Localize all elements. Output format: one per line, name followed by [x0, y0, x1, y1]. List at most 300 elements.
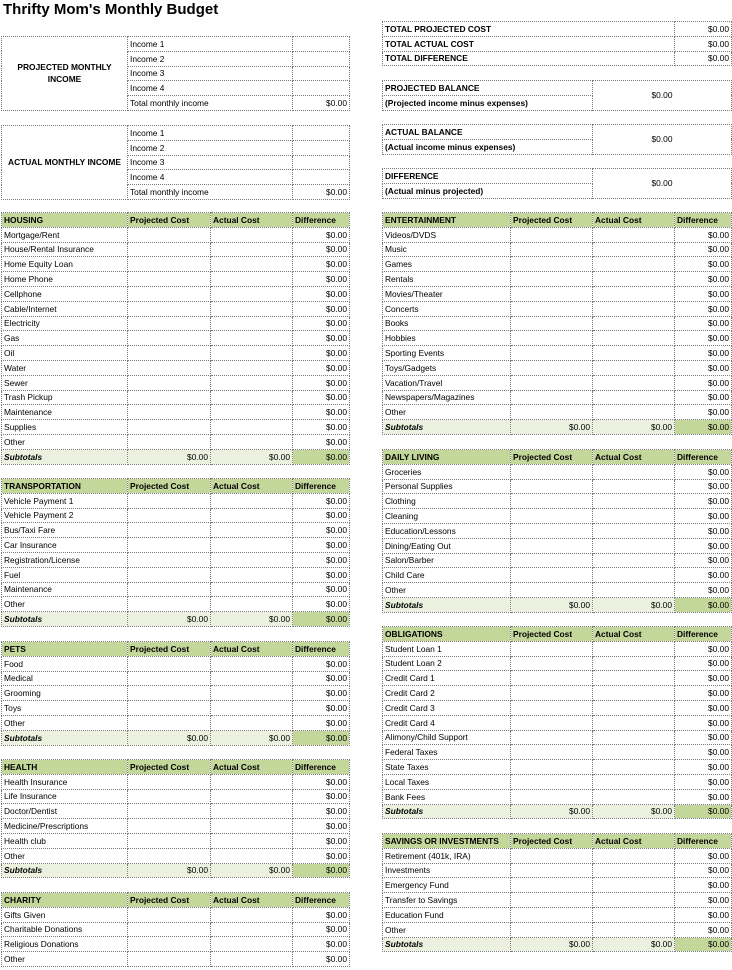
actual-cost-cell[interactable] — [211, 242, 293, 257]
actual-cost-cell[interactable] — [593, 848, 675, 863]
projected-cost-cell[interactable] — [511, 390, 593, 405]
table-row — [2, 656, 350, 671]
projected-cost-cell[interactable] — [511, 656, 593, 671]
pets-section — [1, 641, 350, 746]
projected-cost-cell[interactable] — [128, 671, 211, 686]
actual-cost-cell[interactable] — [211, 508, 293, 523]
actual-cost-cell[interactable] — [211, 922, 293, 937]
actual-cost-cell[interactable] — [211, 848, 293, 863]
table-row — [2, 434, 350, 449]
projected-cost-cell[interactable] — [511, 375, 593, 390]
projected-cost-cell[interactable] — [128, 420, 211, 435]
income-cell[interactable]: Income 2 — [128, 51, 293, 66]
projected-cost-cell[interactable] — [128, 907, 211, 922]
actual-cost-cell[interactable] — [593, 523, 675, 538]
expense-item-label: Charitable Donations — [2, 922, 128, 937]
income-cell[interactable]: Income 3 — [128, 155, 293, 170]
actual-cost-cell[interactable] — [211, 346, 293, 361]
actual-cost-cell[interactable] — [593, 405, 675, 420]
income-cell[interactable]: Income 3 — [128, 66, 293, 81]
expense-item-label: Emergency Fund — [383, 878, 511, 893]
actual-cost-cell[interactable] — [211, 434, 293, 449]
table-row — [2, 523, 350, 538]
table-row — [2, 390, 350, 405]
balance-label: DIFFERENCE — [383, 169, 593, 184]
expense-item-label: Maintenance — [2, 405, 128, 420]
income-value-cell[interactable] — [293, 140, 350, 155]
projected-cost-cell[interactable] — [128, 552, 211, 567]
difference-cell: $0.00 — [293, 833, 350, 848]
actual-cost-cell[interactable] — [211, 907, 293, 922]
actual-cost-cell[interactable] — [593, 760, 675, 775]
actual-cost-cell[interactable] — [211, 952, 293, 967]
charity-section — [1, 892, 350, 967]
actual-cost-cell[interactable] — [593, 494, 675, 509]
difference-subtotal: $0.00 — [293, 449, 350, 464]
income-cell[interactable]: Income 1 — [128, 37, 293, 52]
projected-cost-cell[interactable] — [511, 760, 593, 775]
table-row — [2, 493, 350, 508]
actual-cost-cell[interactable] — [593, 641, 675, 656]
table-row — [383, 538, 732, 553]
column-header: Difference — [293, 213, 350, 228]
subtotals-label: Subtotals — [2, 449, 128, 464]
actual-cost-cell[interactable] — [593, 227, 675, 242]
table-row — [2, 937, 350, 952]
projected-cost-cell[interactable] — [511, 494, 593, 509]
difference-cell: $0.00 — [675, 286, 732, 301]
table-row — [383, 464, 732, 479]
actual-cost-cell[interactable] — [593, 583, 675, 598]
actual-cost-cell[interactable] — [211, 567, 293, 582]
projected-cost-cell[interactable] — [128, 833, 211, 848]
table-row — [383, 375, 732, 390]
expense-item-label: Registration/License — [2, 552, 128, 567]
projected-cost-cell[interactable] — [128, 819, 211, 834]
projected-cost-cell[interactable] — [511, 242, 593, 257]
table-row — [383, 390, 732, 405]
actual-subtotal: $0.00 — [593, 804, 675, 819]
section-header-row — [383, 450, 732, 465]
subtotals-row — [383, 937, 732, 952]
actual-cost-cell[interactable] — [593, 257, 675, 272]
actual-cost-cell[interactable] — [211, 582, 293, 597]
difference-cell: $0.00 — [675, 464, 732, 479]
projected-cost-cell[interactable] — [511, 863, 593, 878]
income-cell[interactable]: Income 4 — [128, 170, 293, 185]
actual-cost-cell[interactable] — [211, 493, 293, 508]
expense-item-label: Oil — [2, 346, 128, 361]
projected-subtotal: $0.00 — [128, 612, 211, 627]
projected-cost-cell[interactable] — [128, 434, 211, 449]
column-header: Projected Cost — [511, 627, 593, 642]
actual-cost-cell[interactable] — [211, 405, 293, 420]
actual-cost-cell[interactable] — [211, 316, 293, 331]
actual-cost-cell[interactable] — [211, 804, 293, 819]
expense-item-label: Cleaning — [383, 509, 511, 524]
actual-cost-cell[interactable] — [593, 715, 675, 730]
projected-cost-cell[interactable] — [128, 508, 211, 523]
difference-cell: $0.00 — [675, 509, 732, 524]
actual-cost-cell[interactable] — [593, 553, 675, 568]
projected-cost-cell[interactable] — [128, 242, 211, 257]
projected-cost-cell[interactable] — [511, 509, 593, 524]
actual-cost-cell[interactable] — [211, 390, 293, 405]
subtotals-label: Subtotals — [383, 597, 511, 612]
projected-cost-cell[interactable] — [511, 464, 593, 479]
income-cell[interactable]: Income 4 — [128, 81, 293, 96]
projected-cost-cell[interactable] — [511, 360, 593, 375]
difference-cell: $0.00 — [293, 375, 350, 390]
actual-cost-cell[interactable] — [211, 671, 293, 686]
table-row — [2, 597, 350, 612]
expense-item-label: Sporting Events — [383, 346, 511, 361]
expense-item-label: Gifts Given — [2, 907, 128, 922]
actual-cost-cell[interactable] — [211, 701, 293, 716]
actual-cost-cell[interactable] — [593, 538, 675, 553]
projected-cost-cell[interactable] — [128, 715, 211, 730]
projected-cost-cell[interactable] — [511, 922, 593, 937]
difference-cell: $0.00 — [293, 952, 350, 967]
difference-cell: $0.00 — [293, 819, 350, 834]
projected-cost-cell[interactable] — [128, 701, 211, 716]
income-value-cell[interactable] — [293, 170, 350, 185]
actual-cost-cell[interactable] — [593, 375, 675, 390]
actual-cost-cell[interactable] — [593, 922, 675, 937]
actual-cost-cell[interactable] — [211, 420, 293, 435]
actual-cost-cell[interactable] — [593, 893, 675, 908]
difference-cell: $0.00 — [675, 494, 732, 509]
expense-item-label: Personal Supplies — [383, 479, 511, 494]
difference-cell: $0.00 — [675, 257, 732, 272]
table-row — [383, 656, 732, 671]
table-row — [2, 227, 350, 242]
expense-item-label: Student Loan 2 — [383, 656, 511, 671]
projected-cost-cell[interactable] — [128, 952, 211, 967]
actual-cost-cell[interactable] — [593, 242, 675, 257]
projected-cost-cell[interactable] — [511, 774, 593, 789]
actual-cost-cell[interactable] — [593, 789, 675, 804]
projected-cost-cell[interactable] — [511, 301, 593, 316]
actual-cost-cell[interactable] — [211, 774, 293, 789]
table-row — [2, 538, 350, 553]
actual-cost-cell[interactable] — [593, 331, 675, 346]
projected-cost-cell[interactable] — [511, 405, 593, 420]
actual-cost-cell[interactable] — [211, 833, 293, 848]
projected-cost-cell[interactable] — [511, 346, 593, 361]
subtotals-row — [2, 730, 350, 745]
projected-subtotal: $0.00 — [511, 937, 593, 952]
projected-cost-cell[interactable] — [511, 789, 593, 804]
actual-cost-cell[interactable] — [211, 552, 293, 567]
actual-cost-cell[interactable] — [211, 789, 293, 804]
expense-item-label: Grooming — [2, 686, 128, 701]
projected-cost-cell[interactable] — [511, 686, 593, 701]
actual-subtotal: $0.00 — [593, 420, 675, 435]
actual-cost-cell[interactable] — [593, 286, 675, 301]
actual-cost-cell[interactable] — [211, 331, 293, 346]
projected-cost-cell[interactable] — [128, 286, 211, 301]
actual-cost-cell[interactable] — [211, 375, 293, 390]
actual-cost-cell[interactable] — [593, 671, 675, 686]
actual-cost-cell[interactable] — [211, 286, 293, 301]
projected-cost-cell[interactable] — [511, 479, 593, 494]
actual-cost-cell[interactable] — [211, 523, 293, 538]
table-row — [383, 774, 732, 789]
projected-cost-cell[interactable] — [128, 405, 211, 420]
difference-balance-table — [382, 168, 732, 199]
summary-label: TOTAL DIFFERENCE — [383, 51, 675, 66]
actual-cost-cell[interactable] — [211, 686, 293, 701]
actual-cost-cell[interactable] — [593, 360, 675, 375]
projected-cost-cell[interactable] — [511, 745, 593, 760]
section-header-row — [383, 834, 732, 849]
projected-cost-cell[interactable] — [128, 656, 211, 671]
projected-cost-cell[interactable] — [511, 568, 593, 583]
expense-item-label: Medical — [2, 671, 128, 686]
table-row — [383, 553, 732, 568]
expense-item-label: Salon/Barber — [383, 553, 511, 568]
expense-item-label: Credit Card 2 — [383, 686, 511, 701]
actual-cost-cell[interactable] — [211, 538, 293, 553]
actual-cost-cell[interactable] — [593, 464, 675, 479]
actual-subtotal: $0.00 — [211, 449, 293, 464]
actual-cost-cell[interactable] — [593, 346, 675, 361]
difference-cell: $0.00 — [293, 523, 350, 538]
projected-cost-cell[interactable] — [128, 257, 211, 272]
actual-cost-cell[interactable] — [593, 509, 675, 524]
subtotals-row — [383, 804, 732, 819]
expense-item-label: Life Insurance — [2, 789, 128, 804]
table-row — [383, 479, 732, 494]
actual-cost-cell[interactable] — [593, 700, 675, 715]
projected-cost-cell[interactable] — [511, 671, 593, 686]
actual-cost-cell[interactable] — [593, 745, 675, 760]
actual-cost-cell[interactable] — [211, 360, 293, 375]
projected-cost-cell[interactable] — [511, 907, 593, 922]
difference-cell: $0.00 — [675, 553, 732, 568]
table-row — [383, 893, 732, 908]
income-value-cell[interactable] — [293, 51, 350, 66]
projected-cost-cell[interactable] — [511, 700, 593, 715]
actual-cost-cell[interactable] — [211, 301, 293, 316]
actual-cost-cell[interactable] — [593, 272, 675, 287]
projected-income-table — [1, 36, 350, 111]
expense-item-label: Home Phone — [2, 272, 128, 287]
projected-cost-cell[interactable] — [511, 523, 593, 538]
actual-cost-cell[interactable] — [593, 316, 675, 331]
projected-cost-cell[interactable] — [128, 804, 211, 819]
summary-totals-table — [382, 21, 732, 66]
actual-cost-cell[interactable] — [593, 390, 675, 405]
projected-cost-cell[interactable] — [128, 346, 211, 361]
expense-item-label: Toys — [2, 701, 128, 716]
total-income-label: Total monthly income — [128, 185, 293, 200]
projected-cost-cell[interactable] — [128, 789, 211, 804]
projected-cost-cell[interactable] — [128, 360, 211, 375]
summary-value: $0.00 — [675, 36, 732, 51]
projected-cost-cell[interactable] — [511, 730, 593, 745]
table-row — [383, 760, 732, 775]
subtotals-label: Subtotals — [2, 730, 128, 745]
table-row — [2, 331, 350, 346]
actual-cost-cell[interactable] — [593, 479, 675, 494]
income-cell[interactable]: Income 1 — [128, 126, 293, 141]
table-row — [383, 789, 732, 804]
actual-cost-cell[interactable] — [593, 863, 675, 878]
actual-cost-cell[interactable] — [593, 568, 675, 583]
actual-cost-cell[interactable] — [593, 774, 675, 789]
section-title: DAILY LIVING — [383, 450, 511, 465]
projected-cost-cell[interactable] — [128, 493, 211, 508]
section-title: SAVINGS OR INVESTMENTS — [383, 834, 511, 849]
column-header: Actual Cost — [593, 627, 675, 642]
table-row — [383, 568, 732, 583]
table-row — [2, 257, 350, 272]
actual-cost-cell[interactable] — [211, 656, 293, 671]
projected-cost-cell[interactable] — [128, 523, 211, 538]
balance-value: $0.00 — [593, 81, 732, 111]
difference-cell: $0.00 — [675, 893, 732, 908]
projected-cost-cell[interactable] — [128, 227, 211, 242]
table-row — [2, 420, 350, 435]
actual-cost-cell[interactable] — [211, 715, 293, 730]
obligations-section — [382, 626, 732, 819]
income-value-cell[interactable] — [293, 155, 350, 170]
projected-cost-cell[interactable] — [128, 597, 211, 612]
difference-cell: $0.00 — [293, 390, 350, 405]
projected-cost-cell[interactable] — [511, 227, 593, 242]
expense-item-label: Health club — [2, 833, 128, 848]
projected-cost-cell[interactable] — [511, 538, 593, 553]
projected-cost-cell[interactable] — [128, 272, 211, 287]
actual-cost-cell[interactable] — [593, 301, 675, 316]
total-income-label: Total monthly income — [128, 96, 293, 111]
difference-cell: $0.00 — [675, 390, 732, 405]
balance-note: (Actual income minus expenses) — [383, 139, 593, 154]
expense-item-label: Vehicle Payment 1 — [2, 493, 128, 508]
actual-cost-cell[interactable] — [593, 686, 675, 701]
expense-item-label: Vacation/Travel — [383, 375, 511, 390]
projected-cost-cell[interactable] — [511, 272, 593, 287]
projected-cost-cell[interactable] — [128, 774, 211, 789]
projected-cost-cell[interactable] — [128, 316, 211, 331]
difference-cell: $0.00 — [293, 686, 350, 701]
projected-cost-cell[interactable] — [128, 301, 211, 316]
actual-cost-cell[interactable] — [211, 819, 293, 834]
income-value-cell[interactable] — [293, 126, 350, 141]
actual-cost-cell[interactable] — [211, 257, 293, 272]
difference-cell: $0.00 — [675, 360, 732, 375]
projected-cost-cell[interactable] — [511, 878, 593, 893]
income-value-cell[interactable] — [293, 37, 350, 52]
expense-item-label: Other — [383, 922, 511, 937]
subtotals-label: Subtotals — [383, 937, 511, 952]
expense-item-label: Local Taxes — [383, 774, 511, 789]
actual-cost-cell[interactable] — [593, 730, 675, 745]
projected-cost-cell[interactable] — [511, 848, 593, 863]
table-row — [383, 700, 732, 715]
projected-cost-cell[interactable] — [128, 937, 211, 952]
expense-item-label: Doctor/Dentist — [2, 804, 128, 819]
actual-cost-cell[interactable] — [593, 907, 675, 922]
projected-cost-cell[interactable] — [128, 538, 211, 553]
column-header: Projected Cost — [128, 479, 211, 494]
expense-item-label: Other — [383, 583, 511, 598]
projected-cost-cell[interactable] — [128, 567, 211, 582]
difference-cell: $0.00 — [675, 922, 732, 937]
difference-cell: $0.00 — [293, 538, 350, 553]
actual-cost-cell[interactable] — [593, 878, 675, 893]
expense-item-label: Religious Donations — [2, 937, 128, 952]
expense-item-label: Medicine/Prescriptions — [2, 819, 128, 834]
projected-cost-cell[interactable] — [128, 582, 211, 597]
expense-item-label: Health Insurance — [2, 774, 128, 789]
difference-cell: $0.00 — [293, 272, 350, 287]
projected-cost-cell[interactable] — [128, 686, 211, 701]
expense-item-label: Vehicle Payment 2 — [2, 508, 128, 523]
balance-value: $0.00 — [593, 169, 732, 199]
projected-cost-cell[interactable] — [511, 641, 593, 656]
section-title: TRANSPORTATION — [2, 479, 128, 494]
subtotals-label: Subtotals — [2, 612, 128, 627]
projected-cost-cell[interactable] — [511, 316, 593, 331]
projected-cost-cell[interactable] — [511, 553, 593, 568]
income-cell[interactable]: Income 2 — [128, 140, 293, 155]
projected-cost-cell[interactable] — [511, 583, 593, 598]
table-row — [2, 907, 350, 922]
projected-cost-cell[interactable] — [128, 922, 211, 937]
balance-note: (Actual minus projected) — [383, 183, 593, 198]
expense-item-label: Gas — [2, 331, 128, 346]
actual-cost-cell[interactable] — [211, 937, 293, 952]
expense-item-label: Bus/Taxi Fare — [2, 523, 128, 538]
projected-cost-cell[interactable] — [511, 257, 593, 272]
projected-cost-cell[interactable] — [128, 848, 211, 863]
expense-item-label: Credit Card 1 — [383, 671, 511, 686]
income-value-cell[interactable] — [293, 66, 350, 81]
table-row — [383, 286, 732, 301]
table-row — [2, 582, 350, 597]
difference-cell: $0.00 — [675, 331, 732, 346]
income-value-cell[interactable] — [293, 81, 350, 96]
actual-cost-cell[interactable] — [593, 656, 675, 671]
projected-cost-cell[interactable] — [511, 331, 593, 346]
actual-cost-cell[interactable] — [211, 227, 293, 242]
actual-cost-cell[interactable] — [211, 597, 293, 612]
expense-item-label: Books — [383, 316, 511, 331]
projected-cost-cell[interactable] — [511, 715, 593, 730]
section-title: ENTERTAINMENT — [383, 213, 511, 228]
section-header-row — [383, 627, 732, 642]
column-header: Projected Cost — [511, 834, 593, 849]
projected-cost-cell[interactable] — [128, 375, 211, 390]
expense-item-label: Water — [2, 360, 128, 375]
projected-cost-cell[interactable] — [128, 390, 211, 405]
difference-subtotal: $0.00 — [675, 597, 732, 612]
projected-subtotal: $0.00 — [128, 863, 211, 878]
projected-cost-cell[interactable] — [511, 286, 593, 301]
expense-item-label: Mortgage/Rent — [2, 227, 128, 242]
projected-cost-cell[interactable] — [128, 331, 211, 346]
expense-item-label: Clothing — [383, 494, 511, 509]
section-header-row — [2, 893, 350, 908]
difference-subtotal: $0.00 — [293, 730, 350, 745]
difference-cell: $0.00 — [675, 671, 732, 686]
projected-cost-cell[interactable] — [511, 893, 593, 908]
actual-cost-cell[interactable] — [211, 272, 293, 287]
table-row — [383, 509, 732, 524]
